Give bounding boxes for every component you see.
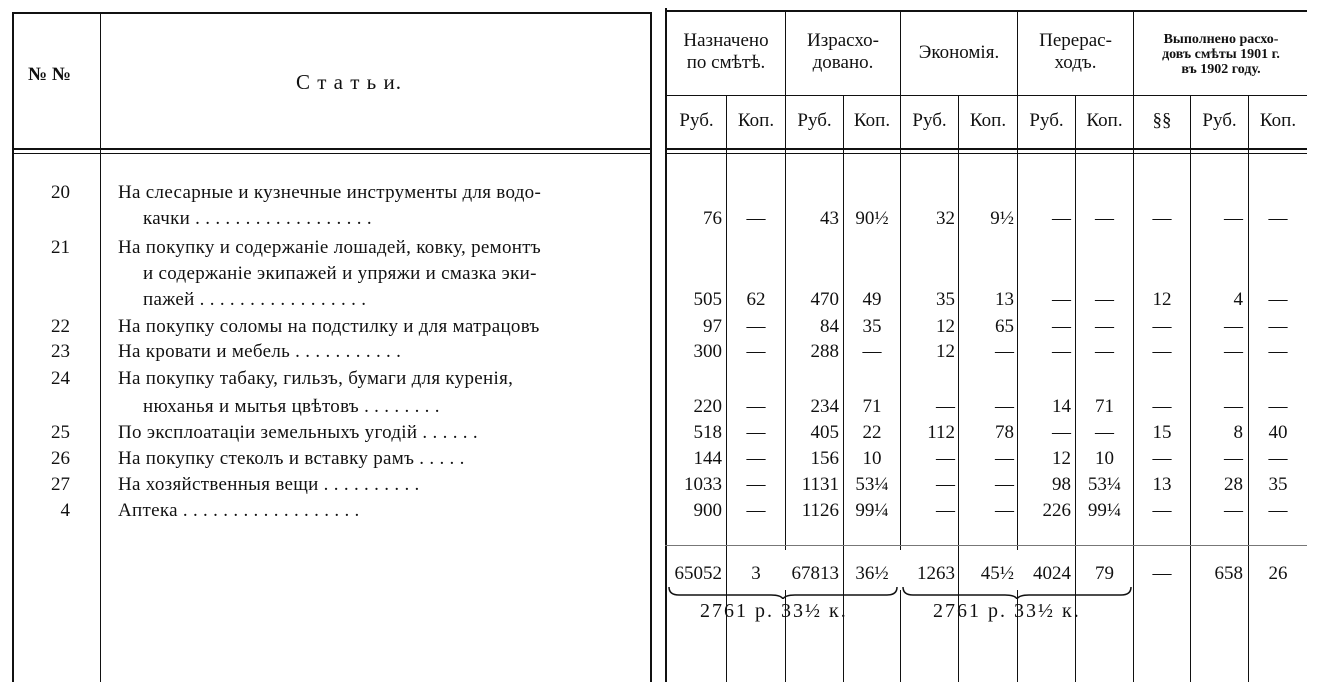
cell-o-k: — [1095, 289, 1114, 310]
header-bottom-right-2 [665, 153, 1307, 154]
row-text: По эксплоатаціи земельныхъ угодій . . . . . . [118, 422, 478, 443]
cell-f-r: 28 [1224, 474, 1243, 495]
row-number: 22 [51, 316, 70, 337]
cell-e-k: — [995, 474, 1014, 495]
subheader-line [665, 95, 1307, 96]
header-assigned: Назначено по смѣтѣ. [683, 30, 769, 73]
cell-f-k: — [1268, 208, 1288, 229]
sub-rub-3: Руб. [912, 110, 947, 131]
sub-kop-3: Коп. [969, 110, 1007, 131]
row-number: 20 [51, 182, 70, 203]
total-o-k: 79 [1095, 563, 1114, 584]
cell-e-r: — [936, 448, 955, 469]
row-text: На покупку и содержаніе лошадей, ковку, ремонтъ [118, 237, 541, 258]
cell-f-s: — [1152, 396, 1172, 417]
cell-o-r: — [1052, 208, 1071, 229]
cell-e-k: — [995, 341, 1014, 362]
cell-a-k: — [746, 396, 766, 417]
row-number: 25 [51, 422, 70, 443]
total-o-r: 4024 [1033, 563, 1071, 584]
cell-e-k: — [995, 396, 1014, 417]
header-bottom-left-2 [12, 153, 650, 154]
total-e-k: 45½ [980, 563, 1014, 584]
row-text: и содержаніе экипажей и упряжи и смазка эки- [143, 263, 537, 284]
total-f-k: 26 [1268, 563, 1288, 584]
cell-s-r: 1126 [801, 500, 839, 521]
cell-f-s: — [1152, 208, 1172, 229]
cell-s-r: 156 [810, 448, 839, 469]
cell-s-k: 22 [862, 422, 882, 443]
cell-a-k: — [746, 341, 766, 362]
cell-f-s: — [1152, 500, 1172, 521]
cell-a-r: 1033 [684, 474, 722, 495]
cell-s-k: 53¼ [855, 474, 889, 495]
total-e-r: 1263 [917, 563, 955, 584]
row-number: 24 [51, 368, 70, 389]
cell-o-k: — [1095, 208, 1114, 229]
cell-s-r: 234 [810, 396, 839, 417]
cell-a-k: — [746, 500, 766, 521]
cell-f-s: 12 [1152, 289, 1172, 310]
cell-a-r: 76 [703, 208, 722, 229]
cell-o-r: — [1052, 316, 1071, 337]
sub-kop-2: Коп. [853, 110, 891, 131]
cell-f-k: — [1268, 341, 1288, 362]
cell-e-k: 9½ [990, 208, 1014, 229]
row-number: 4 [60, 500, 70, 521]
cell-f-r: — [1224, 341, 1243, 362]
row-number: 23 [51, 341, 70, 362]
header-number: № № [28, 64, 71, 85]
cell-s-r: 43 [820, 208, 839, 229]
cell-e-r: — [936, 500, 955, 521]
cell-e-k: 78 [995, 422, 1014, 443]
cell-f-r: — [1224, 500, 1243, 521]
cell-e-k: 13 [995, 289, 1014, 310]
cell-f-r: — [1224, 396, 1243, 417]
cell-o-k: — [1095, 316, 1114, 337]
cell-a-k: — [746, 448, 766, 469]
total-f-s: — [1152, 563, 1172, 584]
brace-right [901, 585, 1133, 599]
cell-e-k: 65 [995, 316, 1014, 337]
sub-divider-6 [1248, 95, 1249, 682]
sub-ss: §§ [1152, 110, 1172, 131]
row-text: На слесарные и кузнечные инструменты для водо- [118, 182, 542, 203]
cell-e-r: — [936, 396, 955, 417]
cell-f-r: 8 [1233, 422, 1243, 443]
cell-a-k: — [746, 316, 766, 337]
row-number: 26 [51, 448, 70, 469]
cell-o-k: — [1095, 422, 1114, 443]
balance-right: 2761 р. 33½ к. [933, 600, 1081, 622]
cell-f-k: 40 [1268, 422, 1288, 443]
cell-o-k: 71 [1095, 396, 1114, 417]
sub-divider-5 [1190, 95, 1191, 682]
cell-f-s: 13 [1152, 474, 1172, 495]
row-text: Аптека . . . . . . . . . . . . . . . . . . [118, 500, 360, 521]
sub-kop-5: Коп. [1259, 110, 1297, 131]
row-number: 27 [51, 474, 70, 495]
cell-o-k: 53¼ [1087, 474, 1122, 495]
cell-e-r: 12 [936, 316, 955, 337]
cell-o-r: 226 [1042, 500, 1071, 521]
cell-s-r: 470 [810, 289, 839, 310]
cell-o-k: — [1095, 341, 1114, 362]
cell-o-r: 12 [1052, 448, 1071, 469]
row-text: На кровати и мебель . . . . . . . . . . . [118, 341, 402, 362]
cell-f-r: — [1224, 448, 1243, 469]
cell-a-k: — [746, 422, 766, 443]
cell-e-k: — [995, 448, 1014, 469]
cell-o-r: — [1052, 289, 1071, 310]
cell-s-r: 288 [810, 341, 839, 362]
header-bottom-left [12, 148, 650, 150]
cell-f-s: — [1152, 448, 1172, 469]
sub-rub-5: Руб. [1202, 110, 1237, 131]
cell-s-k: 35 [862, 316, 882, 337]
cell-a-k: — [746, 474, 766, 495]
cell-f-s: — [1152, 341, 1172, 362]
cell-f-k: — [1268, 448, 1288, 469]
header-fulfilled: Выполнено расхо- довъ смѣты 1901 г. въ 1902 году. [1162, 32, 1280, 77]
cell-s-k: 99¼ [855, 500, 889, 521]
cell-o-r: — [1052, 341, 1071, 362]
balance-left: 2761 р. 33½ к. [700, 600, 848, 622]
cell-a-k: — [746, 208, 766, 229]
cell-f-s: 15 [1152, 422, 1172, 443]
total-a-r: 65052 [674, 563, 722, 584]
total-s-k: 36½ [855, 563, 889, 584]
row-text: На покупку табаку, гильзъ, бумаги для куренія, [118, 368, 514, 389]
cell-s-k: 49 [862, 289, 882, 310]
header-items: С т а т ь и. [296, 70, 402, 94]
cell-f-k: — [1268, 500, 1288, 521]
cell-e-r: — [936, 474, 955, 495]
cell-s-k: 90½ [855, 208, 889, 229]
cell-e-r: 112 [927, 422, 955, 443]
cell-s-k: 10 [862, 448, 882, 469]
header-spent: Израсхо- довано. [807, 30, 879, 73]
cell-s-k: — [862, 341, 882, 362]
row-text: качки . . . . . . . . . . . . . . . . . . [143, 208, 372, 229]
cell-a-r: 505 [693, 289, 722, 310]
col-divider-no [100, 12, 101, 682]
row-text: На покупку стеколъ и вставку рамъ . . . . . [118, 448, 465, 469]
cell-f-r: — [1224, 316, 1243, 337]
sub-kop-1: Коп. [737, 110, 775, 131]
cell-a-r: 300 [693, 341, 722, 362]
sub-kop-4: Коп. [1086, 110, 1123, 131]
cell-s-r: 1131 [801, 474, 839, 495]
cell-a-r: 900 [693, 500, 722, 521]
cell-o-r: 14 [1052, 396, 1071, 417]
brace-left [667, 585, 899, 599]
cell-e-r: 32 [936, 208, 955, 229]
col-divider-main [650, 12, 652, 682]
total-s-r: 67813 [791, 563, 839, 584]
header-bottom-right [665, 148, 1307, 150]
cell-o-r: 98 [1052, 474, 1071, 495]
row-number: 21 [51, 237, 70, 258]
cell-s-k: 71 [862, 396, 882, 417]
cell-f-k: 35 [1268, 474, 1288, 495]
cell-a-k: 62 [746, 289, 766, 310]
total-a-k: 3 [751, 563, 761, 584]
cell-f-r: 4 [1233, 289, 1243, 310]
cell-o-k: 10 [1095, 448, 1114, 469]
cell-f-k: — [1268, 289, 1288, 310]
cell-f-k: — [1268, 396, 1288, 417]
row-text: На покупку соломы на подстилку и для матрацовъ [118, 316, 540, 337]
header-economy: Экономія. [918, 42, 1000, 63]
cell-a-r: 97 [703, 316, 722, 337]
cell-a-r: 518 [693, 422, 722, 443]
row-text: нюханья и мытья цвѣтовъ . . . . . . . . [143, 396, 440, 417]
cell-e-r: 35 [936, 289, 955, 310]
sub-rub-4: Руб. [1029, 110, 1064, 131]
total-f-r: 658 [1214, 563, 1243, 584]
cell-o-k: 99¼ [1087, 500, 1122, 521]
row-text: На хозяйственныя вещи . . . . . . . . . . [118, 474, 420, 495]
sub-rub-2: Руб. [797, 110, 832, 131]
header-overspend: Перерас- ходъ. [1039, 30, 1112, 73]
cell-o-r: — [1052, 422, 1071, 443]
cell-s-r: 84 [820, 316, 839, 337]
cell-a-r: 220 [693, 396, 722, 417]
top-border-right [665, 10, 1307, 12]
cell-s-r: 405 [810, 422, 839, 443]
totals-line [665, 545, 1307, 546]
group-divider-2b [900, 590, 901, 682]
cell-a-r: 144 [693, 448, 722, 469]
cell-e-k: — [995, 500, 1014, 521]
cell-e-r: 12 [936, 341, 955, 362]
top-border-left [12, 12, 650, 14]
cell-f-s: — [1152, 316, 1172, 337]
sub-rub-1: Руб. [679, 110, 714, 131]
cell-f-r: — [1224, 208, 1243, 229]
row-text: пажей . . . . . . . . . . . . . . . . . [143, 289, 367, 310]
cell-f-k: — [1268, 316, 1288, 337]
